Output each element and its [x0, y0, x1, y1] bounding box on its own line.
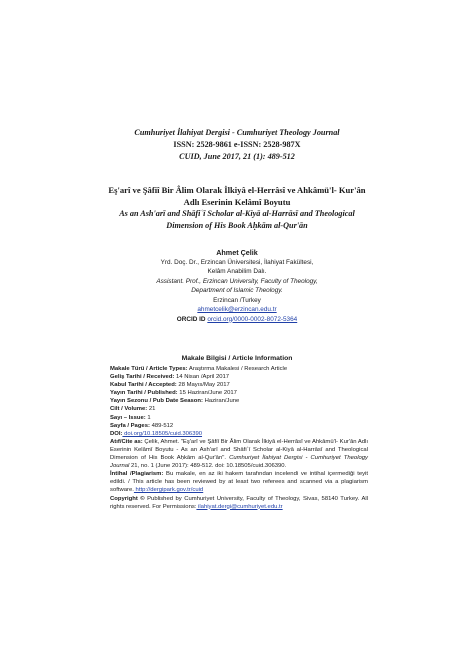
info-row: Geliş Tarihi / Received: 14 Nisan /April 2017	[110, 374, 230, 381]
info-row: Sayfa / Pages: 489-512	[110, 422, 174, 429]
author-affil-en-1: Assistant. Prof., Erzincan University, Faculty of Theology,	[156, 277, 318, 285]
info-row: Cilt / Volume: 21	[110, 406, 156, 413]
author-name: Ahmet Çelik	[216, 248, 258, 257]
title-tr-line2: Adlı Eserinin Kelâmî Boyutu	[183, 197, 291, 207]
title-en-line1: As an Ash'arī and Shāfiʿī Scholar al-Kiyā al-Harrāsī and Theological	[119, 209, 355, 218]
doi-row: DOI: doi.org/10.18505/cuid.306390	[110, 430, 203, 437]
orcid-link[interactable]: orcid.org/0000-0002-8072-5364	[207, 315, 298, 323]
article-info	[110, 365, 368, 511]
orcid-label: ORCID ID	[176, 315, 206, 323]
copyright-note: Copyright © Published by Cumhuriyet University, Faculty of Theology, Sivas, 58140 Turkey. All rights reserved. For Permissions: ilahiyat.dergi@cumhuriyet.edu.tr	[110, 495, 368, 510]
article-titles	[80, 184, 394, 232]
info-row: Makale Türü / Article Types: Araştırma Makalesi / Research Article	[110, 366, 288, 372]
article-info-heading: Makale Bilgisi / Article Information	[181, 355, 293, 362]
journal-volume: CUID, June 2017, 21 (1): 489-512	[179, 152, 295, 161]
title-en-line2: Dimension of His Book Aḥkām al-Qur'ān	[166, 221, 308, 230]
author-block	[90, 248, 384, 324]
author-affil-tr-1: Yrd. Doç. Dr., Erzincan Üniversitesi, İlahiyat Fakültesi,	[160, 258, 314, 266]
author-email-link[interactable]: ahmetcelik@erzincan.edu.tr	[197, 306, 277, 313]
journal-name: Cumhuriyet İlahiyat Dergisi - Cumhuriyet Theology Journal	[134, 128, 340, 137]
info-row: Yayın Sezonu / Pub Date Season: Haziran/June	[110, 398, 240, 405]
cite-as: Atıf/Cite as: Çelik, Ahmet. "Eş'arî ve Şâfiî Bir Âlim Olarak İlkiyâ el-Herrâsî ve Ahkâmü'l- Kur'ân Adlı Eserinin Kelâmî Boyutu - As an Ash'arī and Shāfiʿī Scholar al-Kiyā al-Harrāsī and Theological Dimension of His Book Aḥkām al-Qur'ān". Cumhuriyet İlahiyat Dergisi - Cumhuriyet Theology Journal 21, no. 1 (June 2017): 489-512. doi: 10.18505/cuid.306390.	[110, 438, 368, 470]
journal-issn: ISSN: 2528-9861 e-ISSN: 2528-987X	[173, 140, 301, 149]
plagiarism-note: İntihal /Plagiarism: Bu makale, en az iki hakem tarafından incelendi ve intihal içermediği teyit edildi. / This article has been reviewed by at least two referees and scanned via a plagiarism software. http://dergipark.gov.tr/cuid	[110, 471, 369, 494]
author-location: Erzincan /Turkey	[213, 296, 261, 304]
info-row: Sayı – Issue: 1	[110, 414, 151, 421]
info-row: Yayın Tarihi / Published: 15 Haziran/June 2017	[110, 390, 237, 397]
info-row: Kabul Tarihi / Accepted: 28 Mayıs/May 2017	[110, 382, 230, 389]
journal-header	[100, 127, 374, 163]
author-affil-en-2: Department of Islamic Theology.	[191, 287, 283, 294]
title-tr-line1: Eş'arî ve Şâfiî Bir Âlim Olarak İlkiyâ el-Herrâsî ve Ahkâmü'l- Kur'ân	[108, 185, 366, 195]
author-affil-tr-2: Kelâm Anabilim Dalı.	[207, 268, 267, 275]
dergipark-link[interactable]: http://dergipark.gov.tr/cuid	[133, 487, 204, 494]
doi-link[interactable]: doi.org/10.18505/cuid.306390	[122, 430, 203, 437]
permissions-email-link[interactable]: ilahiyat.dergi@cumhuriyet.edu.tr	[196, 503, 283, 510]
